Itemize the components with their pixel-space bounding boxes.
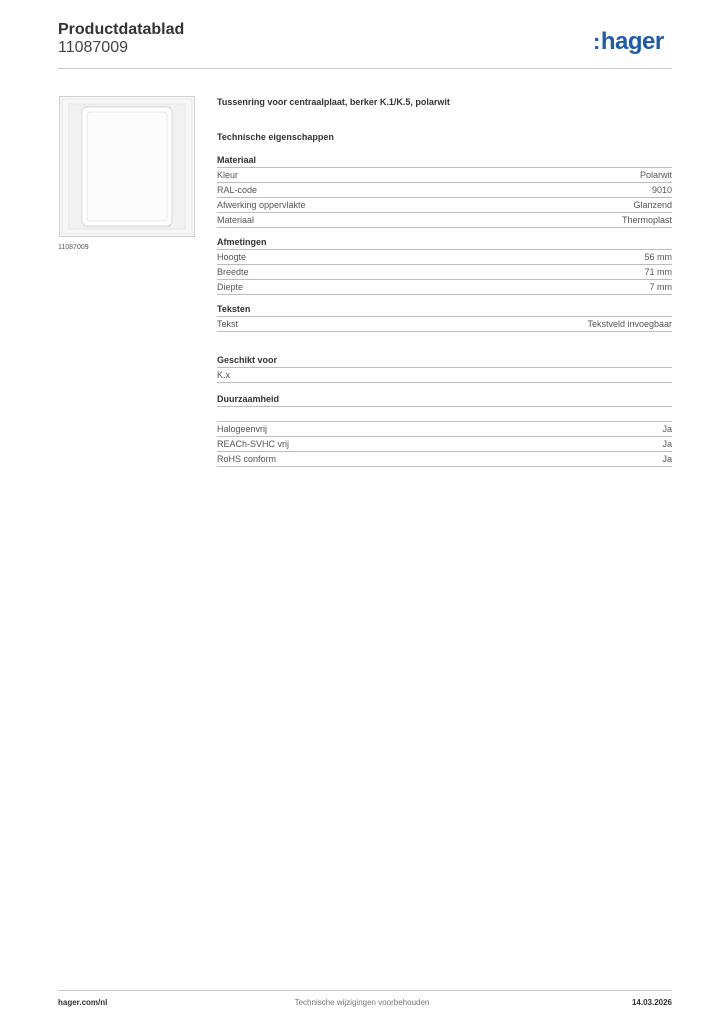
row-label: Kleur bbox=[217, 170, 239, 180]
section-heading: Afmetingen bbox=[217, 236, 672, 250]
row-label: Breedte bbox=[217, 267, 249, 277]
section-afmetingen bbox=[217, 236, 672, 295]
section-materiaal bbox=[217, 154, 672, 228]
table-row bbox=[217, 452, 672, 467]
row-label: Diepte bbox=[217, 282, 244, 292]
row-value: Ja bbox=[662, 439, 672, 449]
table-row bbox=[217, 183, 672, 198]
row-label: Tekst bbox=[217, 319, 239, 329]
footer-website-link[interactable]: hager.com/nl bbox=[58, 998, 108, 1007]
product-code: 11087009 bbox=[58, 39, 128, 56]
table-row bbox=[217, 280, 672, 295]
product-image bbox=[59, 96, 195, 237]
intermediate-ring-image bbox=[60, 97, 194, 236]
image-caption: 11087009 bbox=[58, 244, 89, 251]
table-row bbox=[217, 368, 672, 383]
section-geschikt-voor bbox=[217, 354, 672, 383]
section-heading: Duurzaamheid bbox=[217, 393, 672, 407]
row-value: Ja bbox=[662, 424, 672, 434]
section-duurzaamheid bbox=[217, 393, 672, 467]
footer-notice: Technische wijzigingen voorbehouden bbox=[294, 998, 430, 1007]
section-heading: Teksten bbox=[217, 303, 672, 317]
table-row bbox=[217, 250, 672, 265]
section-heading: Materiaal bbox=[217, 154, 672, 168]
table-row bbox=[217, 421, 672, 437]
table-row bbox=[217, 437, 672, 452]
row-value: Polarwit bbox=[639, 170, 672, 180]
row-value: Ja bbox=[662, 454, 672, 464]
row-value: Thermoplast bbox=[621, 215, 672, 225]
section-teksten bbox=[217, 303, 672, 332]
row-label: Afwerking oppervlakte bbox=[217, 200, 306, 210]
row-label: Materiaal bbox=[217, 215, 255, 225]
row-value: 7 mm bbox=[649, 282, 672, 292]
footer-divider bbox=[58, 990, 672, 991]
technical-properties-title: Technische eigenschappen bbox=[217, 132, 334, 142]
row-label: Hoogte bbox=[217, 252, 247, 262]
row-value: 9010 bbox=[651, 185, 672, 195]
header-divider bbox=[58, 68, 672, 69]
page-title: Productdatablad bbox=[58, 21, 185, 38]
table-row bbox=[217, 198, 672, 213]
row-value: 71 mm bbox=[644, 267, 672, 277]
table-row bbox=[217, 168, 672, 183]
hager-logo: :hager bbox=[593, 28, 664, 55]
row-value: 56 mm bbox=[644, 252, 672, 262]
row-label: RoHS conform bbox=[217, 454, 277, 464]
footer-date: 14.03.2026 bbox=[631, 998, 672, 1007]
product-title: Tussenring voor centraalplaat, berker K.1/K.5, polarwit bbox=[217, 97, 450, 107]
row-label: Halogeenvrij bbox=[217, 424, 268, 434]
table-row bbox=[217, 317, 672, 332]
table-row bbox=[217, 265, 672, 280]
row-label: K.x bbox=[217, 370, 231, 380]
row-label: REACh-SVHC vrij bbox=[217, 439, 290, 449]
row-label: RAL-code bbox=[217, 185, 258, 195]
row-value: Tekstveld invoegbaar bbox=[587, 319, 672, 329]
section-heading: Geschikt voor bbox=[217, 354, 672, 368]
content bbox=[217, 95, 672, 467]
row-value: Glanzend bbox=[633, 200, 672, 210]
table-row bbox=[217, 213, 672, 228]
logo-text: hager bbox=[600, 28, 664, 55]
